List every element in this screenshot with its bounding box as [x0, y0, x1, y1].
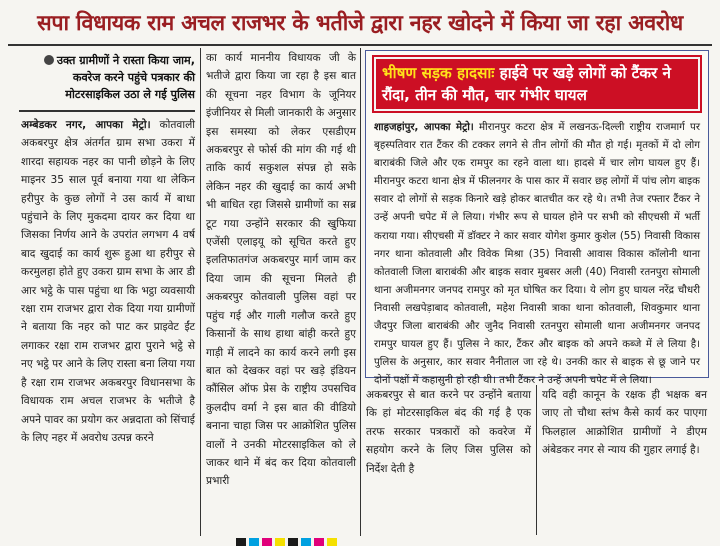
news-box-body — [366, 113, 708, 390]
headline: सपा विधायक राम अचल राजभर के भतीजे द्वारा नहर खोदने में किया जा रहा अवरोध — [37, 10, 683, 36]
news-box-title-rest: हाईवे पर खड़े लोगों को टैंकर ने रौंदा, तीन की मौत, चार गंभीर घायल — [382, 64, 671, 104]
article-column-3 — [366, 386, 531, 536]
news-box-header — [372, 55, 702, 113]
article-column-4 — [542, 386, 707, 536]
news-box-text: मीरानपुर कटरा क्षेत्र में लखनऊ-दिल्ली राष्ट्रीय राजमार्ग पर बृहस्पतिवार रात टैंकर की टक्कर लगने से तीन लोगों की मौत हो गई। मृतकों में दो लोग बाराबंकी जिले और एक रामपुर का रहने वाला था। हादसे में चार लोग घायल हुए हैं। मीरानपुर कटरा थाना क्षेत्र में फीलनगर के पास कार में सवार छह लोगों में पांच लोग बाइक सवार दो लोगों से सड़क किनारे खड़े होकर बातचीत कर रहे थे। तभी तेज रफ्तार टैंकर ने उन्हें अपनी चपेट में ले लिया। गंभीर रूप से घायल होने पर सभी को सीएचसी में भर्ती कराया गया। सीएचसी में डॉक्टर ने कार सवार योगेश कुमार कुशेल (55) निवासी विकास नगर थाना कोतवाली और विवेक मिश्रा (35) निवासी आवास विकास कॉलोनी थाना कोतवाली जिला बाराबंकी और बाइक सवार मुबसर अली (40) निवासी रतनपुरा सोमाली थाना अजीमनगर जनपद रामपुर को मृत घोषित कर दिया। ये लोग हुए घायल नरेंद्र चौधरी निवासी लखपेड़ाबाद कोतवाली, महेश निवासी त्राका थाना कोतवाली, शिवकुमार थाना जैदपुर जिला बाराबंकी और जुनैद निवासी रतनपुरा सोमाली थाना अजीमनगर जनपद रामपुर घायल हुए हैं। पुलिस ने कार, टैंकर और बाइक को अपने कब्जे में ले लिया है। पुलिस के अनुसार, कार सवार नैनीताल जा रहे थे। उनकी कार से बाइक से छू जाने पर दोनों पक्षों में कहासुनी हो रही थी। तभी टैंकर ने उन्हें अपनी चपेट में ले लिया। — [374, 122, 700, 387]
article-column-2 — [206, 49, 356, 538]
article-column-2-text: का कार्य माननीय विधायक जी के भतीजे द्वारा किया जा रहा है इस बात की सूचना नहर विभाग के जूनियर इंजीनियर से मिली जानकारी के अनुसार इस समस्या को लेकर एसडीएम अकबरपुर से फोर्स की मांग की गई थी ताकि कार्य सकुशल संपन्न हो सके लेकिन नहर की खुदाई का कार्य अभी भी बाधित रहा जिससे ग्रामीणों का सब्र टूट गया उन्होंने सरकार की खुफिया एजेंसी एलाइयू को सूचित करते हुए इलतिफातगंज अकबरपुर मार्ग जाम कर दिया जाम की सूचना मिलते ही अकबरपुर कोतवाली पुलिस वहां पर पहुंच गई और गाली गलौज करते हुए किसानों के साथ हाथा बांही करते हुए गाड़ी में लादने का कार्य करने लगी इस बात को देखकर वहां पर खड़े इंडियन कौंसिल ऑफ प्रेस के राष्ट्रीय उपसचिव कुलदीप वर्मा ने इस बात की वीडियो बनाना चाहा जिस पर आक्रोशित पुलिस वालों ने उनकी मोटरसाइकिल को ले जाकर थाने में बंद कर दिया कोतवाली प्रभारी — [206, 52, 356, 488]
headline-rule — [8, 44, 712, 46]
column-rule-2 — [360, 48, 361, 536]
article-column-4-text: यदि वही कानून के रक्षक ही भक्षक बन जाए तो चौथा स्तंभ कैसे कार्य कर पाएगा फिलहाल आक्रोशित ग्रामीणों ने डीएम अंबेडकर नगर से न्याय की गुहार लगाई है। — [542, 389, 707, 457]
registration-swatch — [236, 538, 246, 546]
news-box-dateline: शाहजहांपुर, आपका मेट्रो। — [374, 122, 474, 133]
subheadline — [19, 52, 195, 112]
registration-swatch — [262, 538, 272, 546]
column-rule-1 — [200, 48, 201, 536]
article-column-1 — [21, 116, 195, 538]
registration-swatch — [327, 538, 337, 546]
news-box-title — [374, 57, 700, 111]
registration-swatch — [275, 538, 285, 546]
article-column-1-text: कोतवाली अकबरपुर क्षेत्र अंतर्गत ग्राम सभा उकरा में शारदा सहायक नहर का पानी छोड़ने के लिए माइनर 35 साल पूर्व बनाया गया था लेकिन हरीपुर के कुछ लोगों ने उस कार्य में बाधा पहुंचाने के लिए मुकदमा दायर कर दिया था जिसका निर्णय आने के उपरांत लगभग 4 वर्ष बाद खुदाई का कार्य शुरू हुआ था हरीपुर से करमुलहा होते हुए उकरा ग्राम सभा के आर डी आर भट्ठे के पास पहुंचा था कि भट्ठा व्यवसायी रक्षा राम राजभर द्वारा रोक दिया गया ग्रामीणों ने बताया कि नहर को पाट कर प्राइवेट ईंट लगाकर रक्षा राम राजभर द्वारा पुराने भट्ठे से नए भट्ठे पर आने के लिए रास्ता बना लिया गया है रक्षा राम राजभर अकबरपुर विधानसभा के विधायक राम अचल राजभर के भतीजे है अपने पावर का प्रयोग कर अन्नदाता को सिंचाई के लिए नहर में अवरोध उत्पन्न करने — [21, 119, 195, 444]
bullet-icon — [44, 55, 54, 65]
article-column-3-text: अकबरपुर से बात करने पर उन्होंने बताया कि हां मोटरसाइकिल बंद की गई है एक तरफ सरकार पत्रकारों को कवरेज में सहयोग करने के लिए जिस पुलिस को निर्देश देती है — [366, 389, 531, 475]
column-rule-3 — [536, 385, 537, 535]
article-dateline: अम्बेडकर नगर, आपका मेट्रो। — [21, 119, 151, 131]
news-box-title-prefix: भीषण सड़क हादसाः — [382, 64, 495, 82]
registration-swatch — [301, 538, 311, 546]
registration-swatch — [288, 538, 298, 546]
registration-swatch — [314, 538, 324, 546]
subheadline-text: उक्त ग्रामीणों ने रास्ता किया जाम, कवरेज करने पहुंचे पत्रकार की मोटरसाइकिल उठा ले गई पुलिस — [56, 54, 195, 101]
news-box — [365, 50, 709, 387]
registration-swatch — [249, 538, 259, 546]
